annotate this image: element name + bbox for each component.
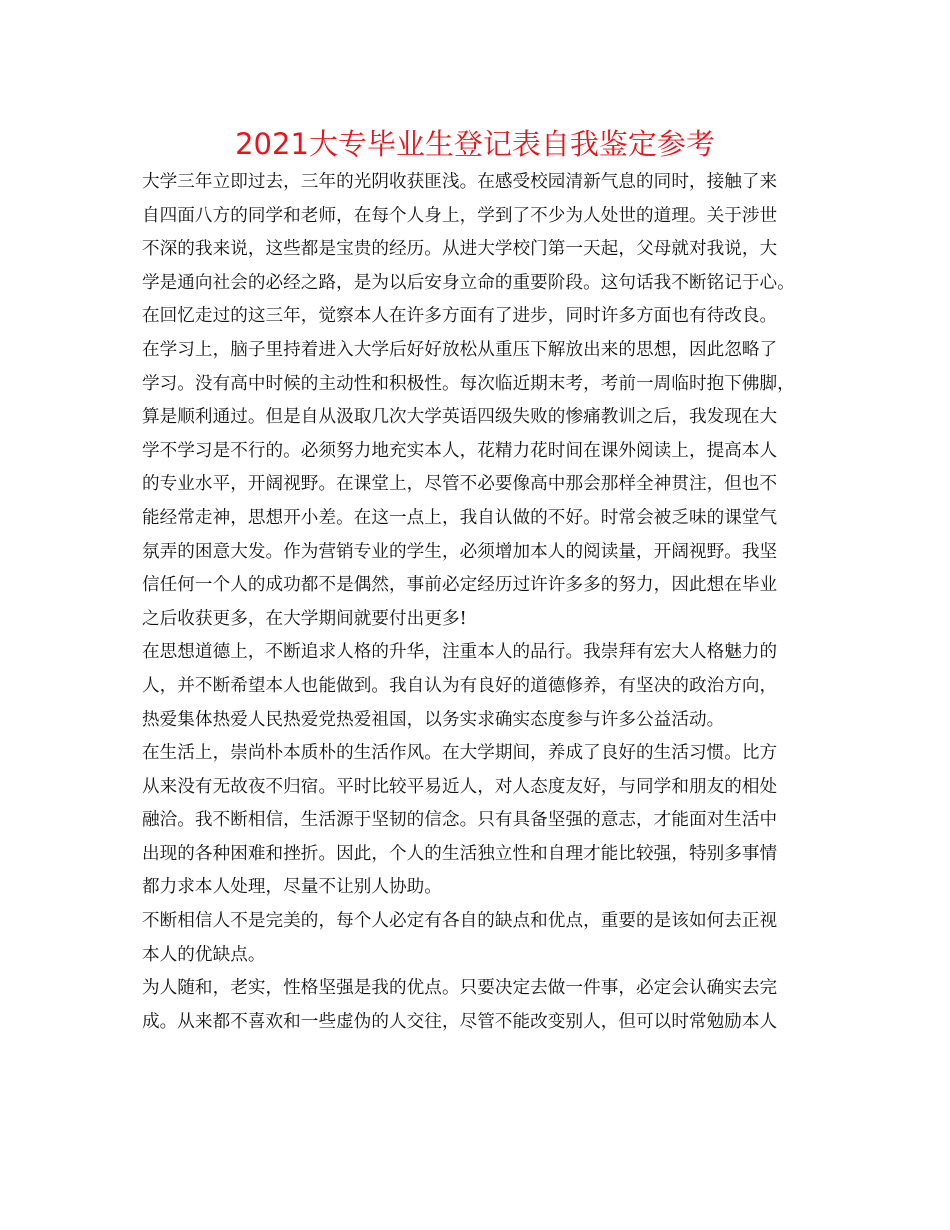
- text-line: 在学习上，脑子里持着进入大学后好好放松从重压下解放出来的思想，因此忽略了: [142, 339, 778, 360]
- document-body: [142, 166, 832, 1039]
- text-line: 都力求本人处理，尽量不让别人协助。: [142, 877, 442, 898]
- text-line: 学不学习是不行的。必须努力地充实本人，花精力花时间在课外阅读上，提高本人: [142, 440, 778, 461]
- text-line: 人，并不断希望本人也能做到。我自认为有良好的道德修养，有坚决的政治方向，: [142, 675, 778, 696]
- text-line: 氛弄的困意大发。作为营销专业的学生，必须增加本人的阅读量，开阔视野。我坚: [142, 541, 778, 562]
- text-line: 从来没有无故夜不归宿。平时比较平易近人，对人态度友好，与同学和朋友的相处: [142, 776, 778, 797]
- text-line: 学是通向社会的必经之路，是为以后安身立命的重要阶段。这句话我不断铭记于心。: [142, 272, 795, 293]
- text-line: 不深的我来说，这些都是宝贵的经历。从进大学校门第一天起，父母就对我说，大: [142, 239, 778, 260]
- text-line: 的专业水平，开阔视野。在课堂上，尽管不必要像高中那会那样全神贯注，但也不: [142, 474, 778, 495]
- text-line: 为人随和，老实，性格坚强是我的优点。只要决定去做一件事，必定会认确实去完: [142, 978, 778, 999]
- text-line: 在生活上，崇尚朴本质朴的生活作风。在大学期间，养成了良好的生活习惯。比方: [142, 743, 778, 764]
- text-line: 学习。没有高中时候的主动性和积极性。每次临近期末考，考前一周临时抱下佛脚，: [142, 373, 795, 394]
- text-line: 热爱集体热爱人民热爱党热爱祖国，以务实求确实态度参与许多公益活动。: [142, 709, 725, 730]
- text-line: 算是顺利通过。但是自从汲取几次大学英语四级失败的惨痛教训之后，我发现在大: [142, 407, 778, 428]
- text-line: 信任何一个人的成功都不是偶然，事前必定经历过许许多多的努力，因此想在毕业: [142, 575, 778, 596]
- text-line: 大学三年立即过去，三年的光阴收获匪浅。在感受校园清新气息的同时，接触了来: [142, 172, 778, 192]
- text-line: 在回忆走过的这三年，觉察本人在许多方面有了进步，同时许多方面也有待改良。: [142, 306, 778, 327]
- text-line: 出现的各种困难和挫折。因此，个人的生活独立性和自理才能比较强，特别多事情: [142, 843, 778, 864]
- text-line: 能经常走神，思想开小差。在这一点上，我自认做的不好。时常会被乏味的课堂气: [142, 507, 778, 528]
- text-line: 在思想道德上，不断追求人格的升华，注重本人的品行。我崇拜有宏大人格魅力的: [142, 642, 778, 663]
- text-line: 之后收获更多，在大学期间就要付出更多!: [142, 608, 467, 629]
- text-line: 融洽。我不断相信，生活源于坚韧的信念。只有具备坚强的意志，才能面对生活中: [142, 810, 778, 831]
- text-line: 不断相信人不是完美的，每个人必定有各自的缺点和优点，重要的是该如何去正视: [142, 911, 778, 932]
- document-title: 2021大专毕业生登记表自我鉴定参考: [235, 127, 715, 161]
- text-line: 自四面八方的同学和老师，在每个人身上，学到了不少为人处世的道理。关于涉世: [142, 205, 778, 226]
- text-line: 成。从来都不喜欢和一些虚伪的人交往，尽管不能改变别人，但可以时常勉励本人: [142, 1011, 778, 1032]
- text-line: 本人的优缺点。: [142, 944, 266, 965]
